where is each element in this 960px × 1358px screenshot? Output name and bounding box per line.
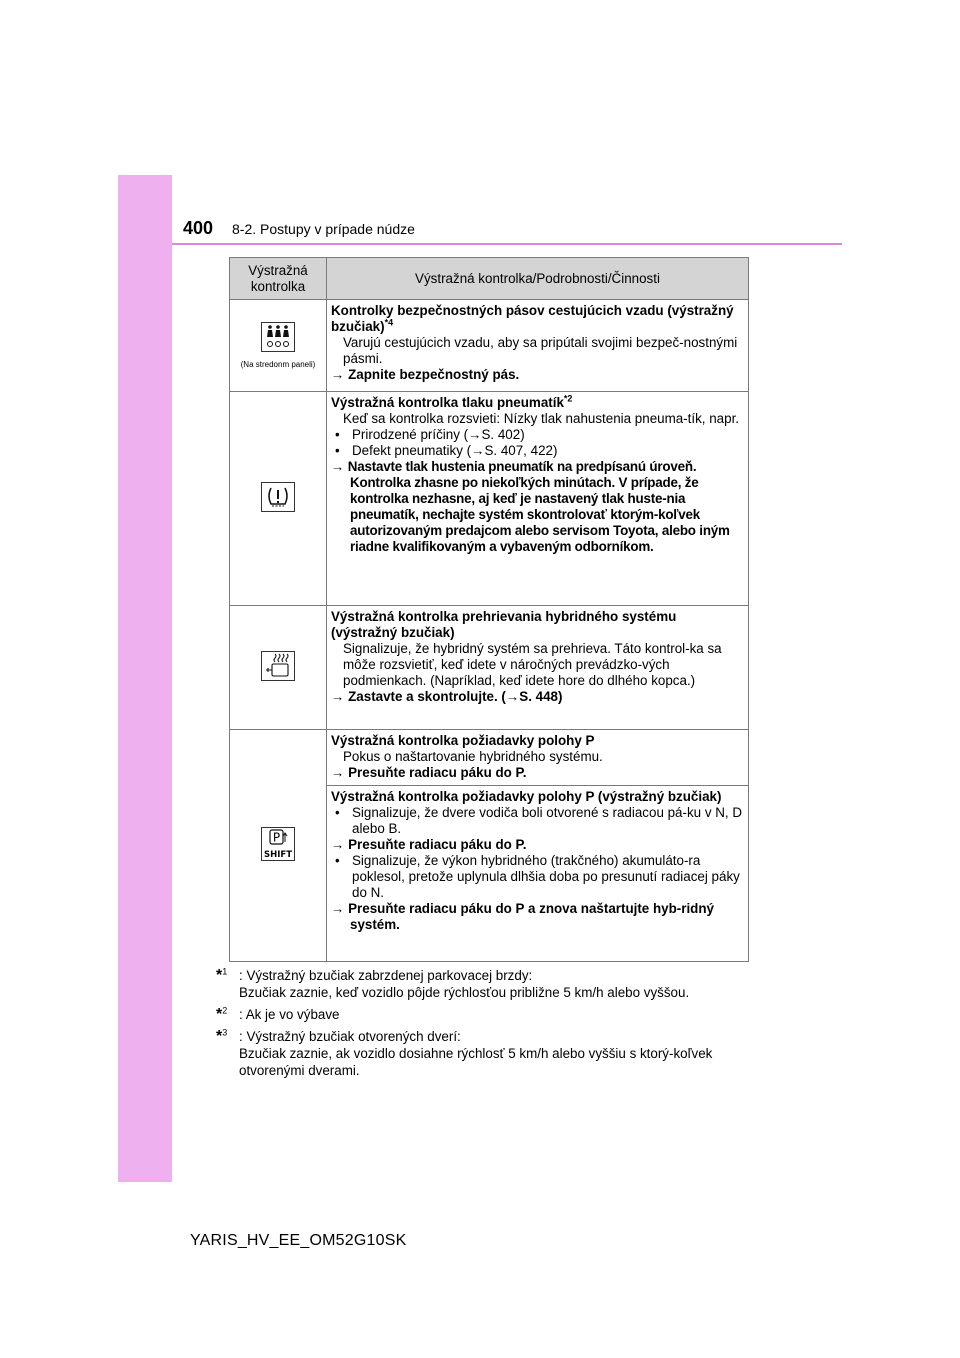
footnote: *$^2$ : Ak je vo výbave xyxy=(216,1005,340,1023)
icon-cell xyxy=(230,730,327,962)
table-row xyxy=(230,300,749,392)
row-action: → Zastavte a skontrolujte. (→S. 448) xyxy=(331,689,563,704)
page-number: 400 xyxy=(183,218,214,238)
icon-label-shift: SHIFT xyxy=(263,849,293,860)
list-item: • Defekt pneumatiky (→S. 407, 422) xyxy=(335,443,558,458)
text-cell xyxy=(327,300,749,392)
hybrid-overheat-warning-icon xyxy=(261,651,295,681)
warning-light-table xyxy=(229,257,749,962)
row-text: Signalizuje, že hybridný systém sa prehrieva. Táto kontrol-ka sa môže rozsvietiť, keď idete v náročných prevádzko-vých podmienkach. (Napríklad, keď idete hore do dlhého kopca.) xyxy=(343,641,722,688)
table-header-row xyxy=(230,258,749,300)
list-item: • Prirodzené príčiny (→S. 402) xyxy=(335,427,525,442)
icon-cell xyxy=(230,606,327,730)
row-title: Kontrolky bezpečnostných pásov cestujúcich vzadu (výstražný bzučiak)$^{*4}$ xyxy=(331,303,734,334)
row-text: Varujú cestujúcich vzadu, aby sa pripútali svojimi bezpeč-nostnými pásmi. xyxy=(343,335,738,366)
icon-note: (Na stredonm paneli) xyxy=(240,359,316,369)
text-cell xyxy=(327,392,749,606)
icon-cell xyxy=(230,300,327,392)
col1-header: Výstražná kontrolka xyxy=(230,258,327,300)
text-cell xyxy=(327,606,749,730)
rear-seatbelt-warning-icon xyxy=(261,322,295,352)
list-item: • Signalizuje, že výkon hybridného (trakčného) akumuláto-ra poklesol, pretože uplynula dlhšia doba po presunutí radiacej páky do N. xyxy=(335,853,740,900)
row-title: Výstražná kontrolka požiadavky polohy P (výstražný bzučiak) xyxy=(331,789,722,804)
table-row xyxy=(230,392,749,606)
text-cell xyxy=(327,786,749,962)
tire-pressure-warning-icon xyxy=(261,482,295,512)
footnotes xyxy=(214,967,754,1084)
row-text: Pokus o naštartovanie hybridného systému. xyxy=(343,749,603,764)
section-title: 8-2. Postupy v prípade núdze xyxy=(232,221,415,237)
header-rule xyxy=(172,243,842,245)
icon-label-p: P xyxy=(272,830,281,844)
icon-cell xyxy=(230,392,327,606)
footnote: *$^1$ : Výstražný bzučiak zabrzdenej parkovacej brzdy: Bzučiak zaznie, keď vozidlo pôjde rýchlosťou približne 5 km/h alebo vyššou. xyxy=(216,966,690,1000)
row-action: → Zapnite bezpečnostný pás. xyxy=(331,367,520,382)
text-cell xyxy=(327,730,749,786)
side-tab-bar xyxy=(118,175,172,1182)
row-action: → Nastavte tlak hustenia pneumatík na predpísanú úroveň. Kontrolka zhasne po niekoľkých minútach. V prípade, že kontrolka nezhasne, aj keď je nastavený tlak huste-nia pneumatík, nechajte systém skontrolovať ktorým-koľvek autorizovaným predajcom alebo servisom Toyota, alebo iným riadne kvalifikovaným a vybaveným odborníkom. xyxy=(331,459,730,554)
row-action: → Presuňte radiacu páku do P. xyxy=(331,837,527,852)
row-action: → Presuňte radiacu páku do P a znova naštartujte hyb-ridný systém. xyxy=(331,901,714,932)
footnote: *$^3$ : Výstražný bzučiak otvorených dverí: Bzučiak zaznie, ak vozidlo dosiahne rýchlosť 5 km/h alebo vyššiu s ktorý-koľvek otvorenými dverami. xyxy=(216,1027,713,1078)
table-row xyxy=(230,606,749,730)
col2-header: Výstražná kontrolka/Podrobnosti/Činnosti xyxy=(327,258,749,300)
row-text: Keď sa kontrolka rozsvieti: Nízky tlak nahustenia pneuma-tík, napr. xyxy=(343,411,740,426)
table-row xyxy=(230,730,749,786)
row-title: Výstražná kontrolka požiadavky polohy P xyxy=(331,733,595,748)
row-action: → Presuňte radiacu páku do P. xyxy=(331,765,527,780)
row-title: Výstražná kontrolka prehrievania hybridného systému (výstražný bzučiak) xyxy=(331,609,677,640)
list-item: • Signalizuje, že dvere vodiča boli otvorené s radiacou pá-ku v N, D alebo B. xyxy=(335,805,743,836)
document-code-footer: YARIS_HV_EE_OM52G10SK xyxy=(190,1232,407,1249)
row-title: Výstražná kontrolka tlaku pneumatík$^{*2}$ xyxy=(331,393,573,410)
p-shift-warning-icon xyxy=(261,827,295,861)
